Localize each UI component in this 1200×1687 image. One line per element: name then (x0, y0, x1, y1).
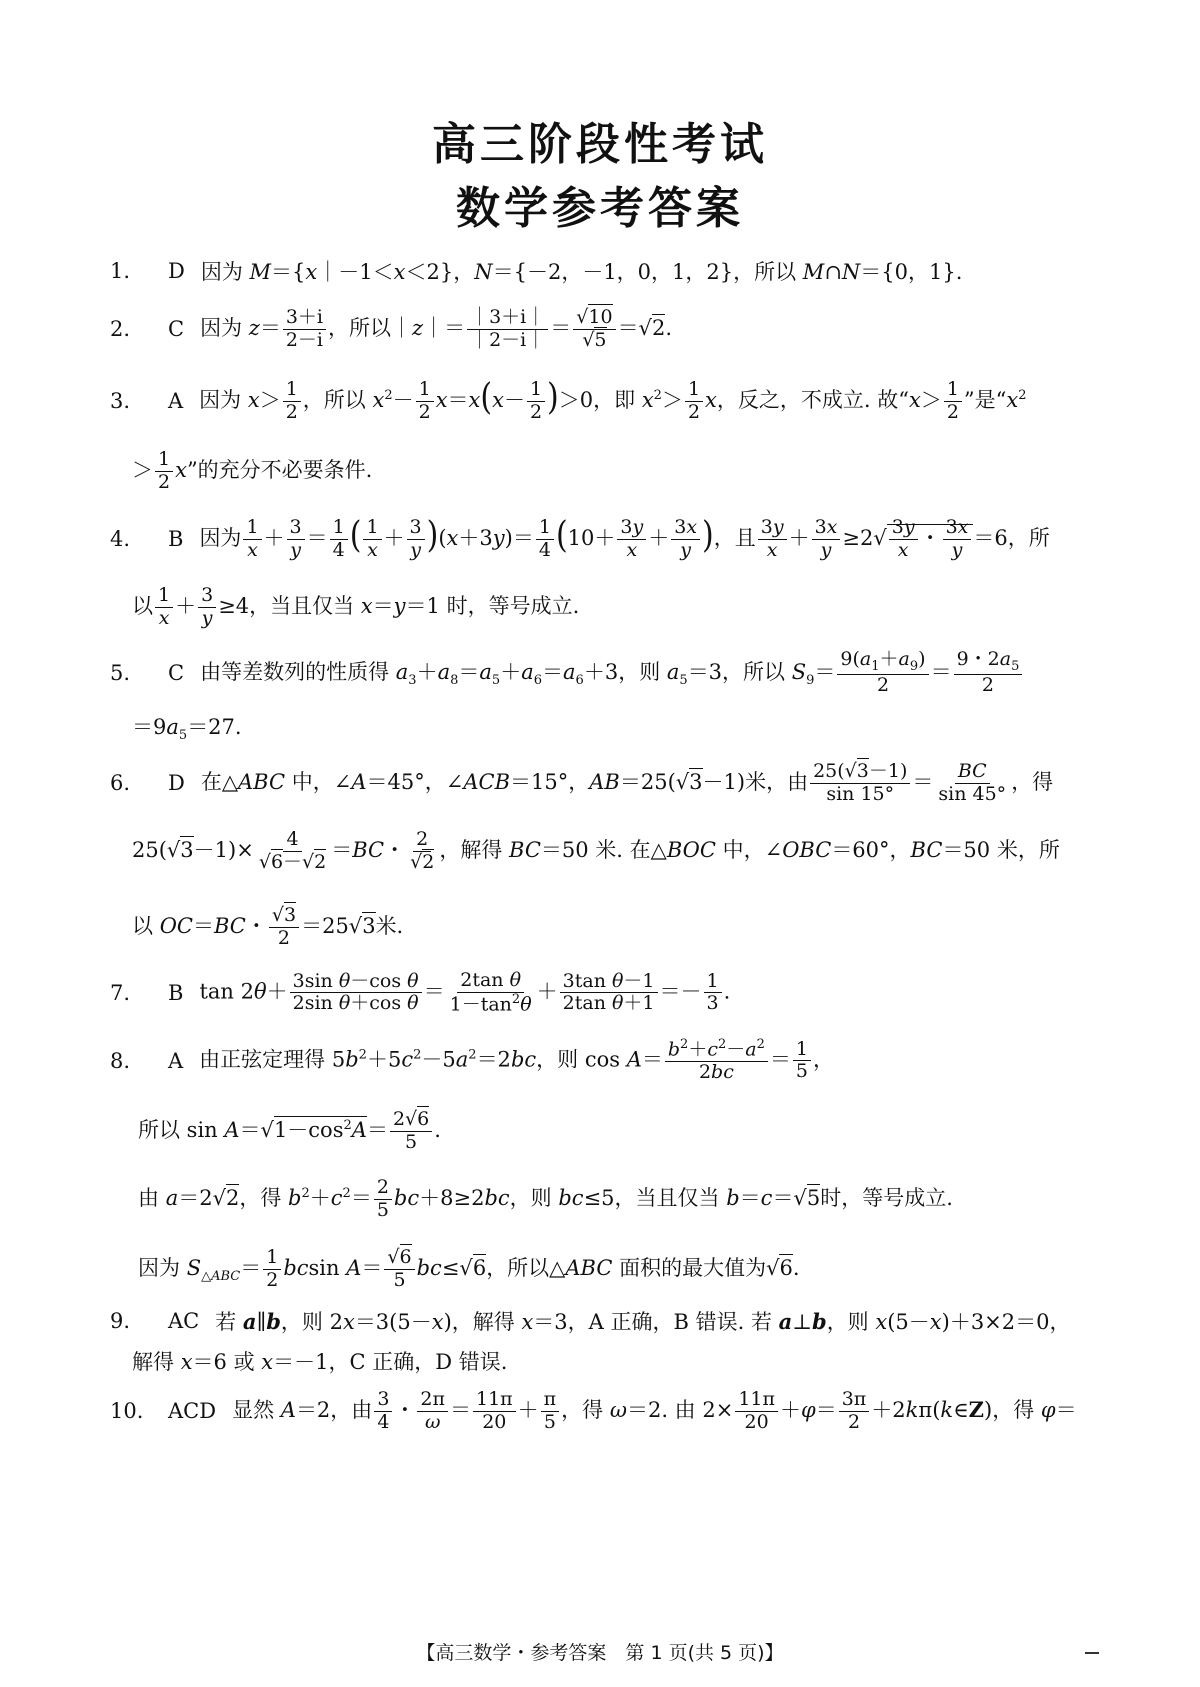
answer-8 (110, 1030, 1110, 1092)
solution-text: 解得 x＝6 或 x＝－1，C 正确，D 错误. (132, 1350, 508, 1374)
solution-text: tan 2θ＋ $\frac{\text{3sin θ－cos θ}}{\text{2sin θ＋cos θ}}$ ＝ $\frac{\text{2tan θ}}{1-\tan^2\theta}$ ＋ $\frac{\text{3tan θ－1}}{\text{2tan θ＋1}}$ ＝－ $\frac{1}{3}$ . (199, 968, 731, 1016)
corner-mark (1085, 1652, 1099, 1654)
answer-4 (110, 508, 1110, 570)
solution-text: 以 $\frac{1}{x}$ ＋ $\frac{3}{y}$ ≥4，当且仅当 x＝y＝1 时，等号成立. (132, 583, 580, 629)
answer-6-cont2 (132, 896, 1132, 958)
answer-2 (110, 298, 1110, 360)
solution-text: 以 OC＝BC・ $\frac{√3}{2}$ ＝25√3米. (132, 903, 404, 949)
solution-text: 因为 z＝ $\frac{3+i}{2-i}$ ，所以｜z｜＝ $\frac{|3+i|}{|2-i|}$ ＝ $\frac{√10}{√5}$ ＝√2. (200, 305, 673, 351)
answer-8-cont (138, 1100, 1138, 1162)
answer-5-cont (132, 696, 1132, 758)
answer-number: 9. (110, 1309, 131, 1333)
solution-text: 显然 A＝2，由 $\frac{3}{4}$ ・ $\frac{2\pi}{\omega}$ ＝ $\frac{11\pi}{20}$ ＋ $\frac{\pi}{5}$ ，得 ω＝2. 由 2× $\frac{11\pi}{20}$ ＋φ＝ $\frac{3\pi}{2}$ ＋2kπ(k∈Z)，得 φ＝ (232, 1387, 1077, 1433)
answer-letter: B (168, 981, 184, 1005)
answer-number: 8. (110, 1049, 131, 1073)
answer-letter: D (168, 259, 185, 283)
solution-text: 因为 $S_{\triangle ABC}=$ $\frac{1}{2}$ bcsin A＝ $\frac{√6}{5}$ bc≤√6，所以△ABC 面积的最大值为√6. (138, 1245, 800, 1291)
answer-letter: A (168, 1049, 184, 1073)
page-subtitle: 数学参考答案 (456, 183, 744, 234)
answer-number: 7. (110, 981, 131, 1005)
answer-number: 1. (110, 259, 131, 283)
answer-number: 10. (110, 1399, 144, 1423)
answer-number: 5. (110, 661, 131, 685)
solution-text: 在△ABC 中，∠A＝45°，∠ACB＝15°，AB＝25(√3－1)米，由 $\frac{25(√3-1)}{\sin 15^\circ}$ ＝ $\frac{BC}{\sin 45^\circ}$ ，得 (200, 759, 1054, 805)
solution-text: 由 a＝2√2，得 $b^2+c^2=$ $\frac{2}{5}$ bc＋8≥2bc，则 bc≤5，当且仅当 b＝c＝√5时，等号成立. (138, 1175, 953, 1221)
solution-text: 由正弦定理得 $5b^2+5c^2-5a^2=2bc$，则 cos A＝ $\frac{b^2+c^2-a^2}{2bc}$ ＝ $\frac{1}{5}$ ， (199, 1036, 834, 1084)
page-footer: 【高三数学・参考答案 第 1 页(共 5 页)】 (416, 1642, 784, 1664)
answer-letter: AC (168, 1309, 200, 1333)
answer-6-cont (132, 820, 1132, 882)
solution-text: $=9a_5=27$. (132, 714, 242, 744)
solution-text: 由等差数列的性质得 $a_3+a_8=a_5+a_6=a_6+3$，则 $a_5=3$，所以 $S_9=$ $\frac{9(a_1+a_9)}{2}$ ＝ $\frac{9・2a_5}{2}$ (200, 649, 1024, 698)
solution-text: 若 a∥b，则 2x＝3(5－x)，解得 x＝3，A 正确，B 错误. 若 a⊥b，则 x(5－x)＋3×2＝0， (215, 1309, 1071, 1334)
answer-6 (110, 752, 1110, 814)
answer-8-cont2 (138, 1168, 1138, 1230)
answer-letter: A (168, 389, 184, 413)
solution-text: 所以 $\sin A=√1-\cos^2A=$ $\frac{2√6}{5}$ . (138, 1107, 441, 1153)
answer-7 (110, 962, 1110, 1024)
answer-4-cont (132, 576, 1132, 638)
answer-letter: C (168, 661, 185, 685)
answer-10 (110, 1380, 1110, 1442)
answer-5 (110, 642, 1110, 704)
solution-text: ＞ $\frac{1}{2}$ x”的充分不必要条件. (132, 447, 373, 493)
solution-text: 因为 $\frac{1}{x}$ ＋ $\frac{3}{y}$ ＝ $\frac{1}{4}$ ( $\frac{1}{x}$ ＋ $\frac{3}{y}$ )(x＋3y)＝ $\frac{1}{4}$ (10＋ $\frac{3y}{x}$ ＋ $\frac{3x}{y}$ )，且 $\frac{3y}{x}$ ＋ $\frac{3x}{y}$ ≥2√ $\frac{3y}{x}$ ・ $\frac{3x}{y}$ ＝6，所 (199, 513, 1050, 561)
solution-text: 因为 M＝{x｜－1＜x＜2}，N＝{－2，－1，0，1，2}，所以 M∩N＝{0，1}. (200, 260, 963, 284)
answer-number: 2. (110, 317, 131, 341)
answer-number: 4. (110, 527, 131, 551)
answer-letter: C (168, 317, 185, 341)
page-title: 高三阶段性考试 (432, 119, 768, 170)
answer-number: 3. (110, 389, 131, 413)
answer-3-cont (132, 440, 1132, 502)
answer-1 (110, 240, 1110, 302)
answer-letter: B (168, 527, 184, 551)
answer-letter: ACD (168, 1399, 217, 1423)
solution-text: 25(√3－1)× $\frac{4}{√6-√2}$ ＝BC・ $\frac{2}{√2}$ ，解得 BC＝50 米. 在△BOC 中，∠OBC＝60°，BC＝50 米，所 (132, 827, 1060, 873)
answer-3 (110, 370, 1110, 432)
answer-letter: D (168, 771, 185, 795)
solution-text: 因为 x＞ $\frac{1}{2}$ ，所以 $x^2-$ $\frac{1}{2}$ x＝x(x－ $\frac{1}{2}$ )＞0，即 $x^2>$ $\frac{1}{2}$ x，反之，不成立. 故“x＞ $\frac{1}{2}$ ”是“$x^2$ (199, 375, 1027, 423)
answer-number: 6. (110, 771, 131, 795)
